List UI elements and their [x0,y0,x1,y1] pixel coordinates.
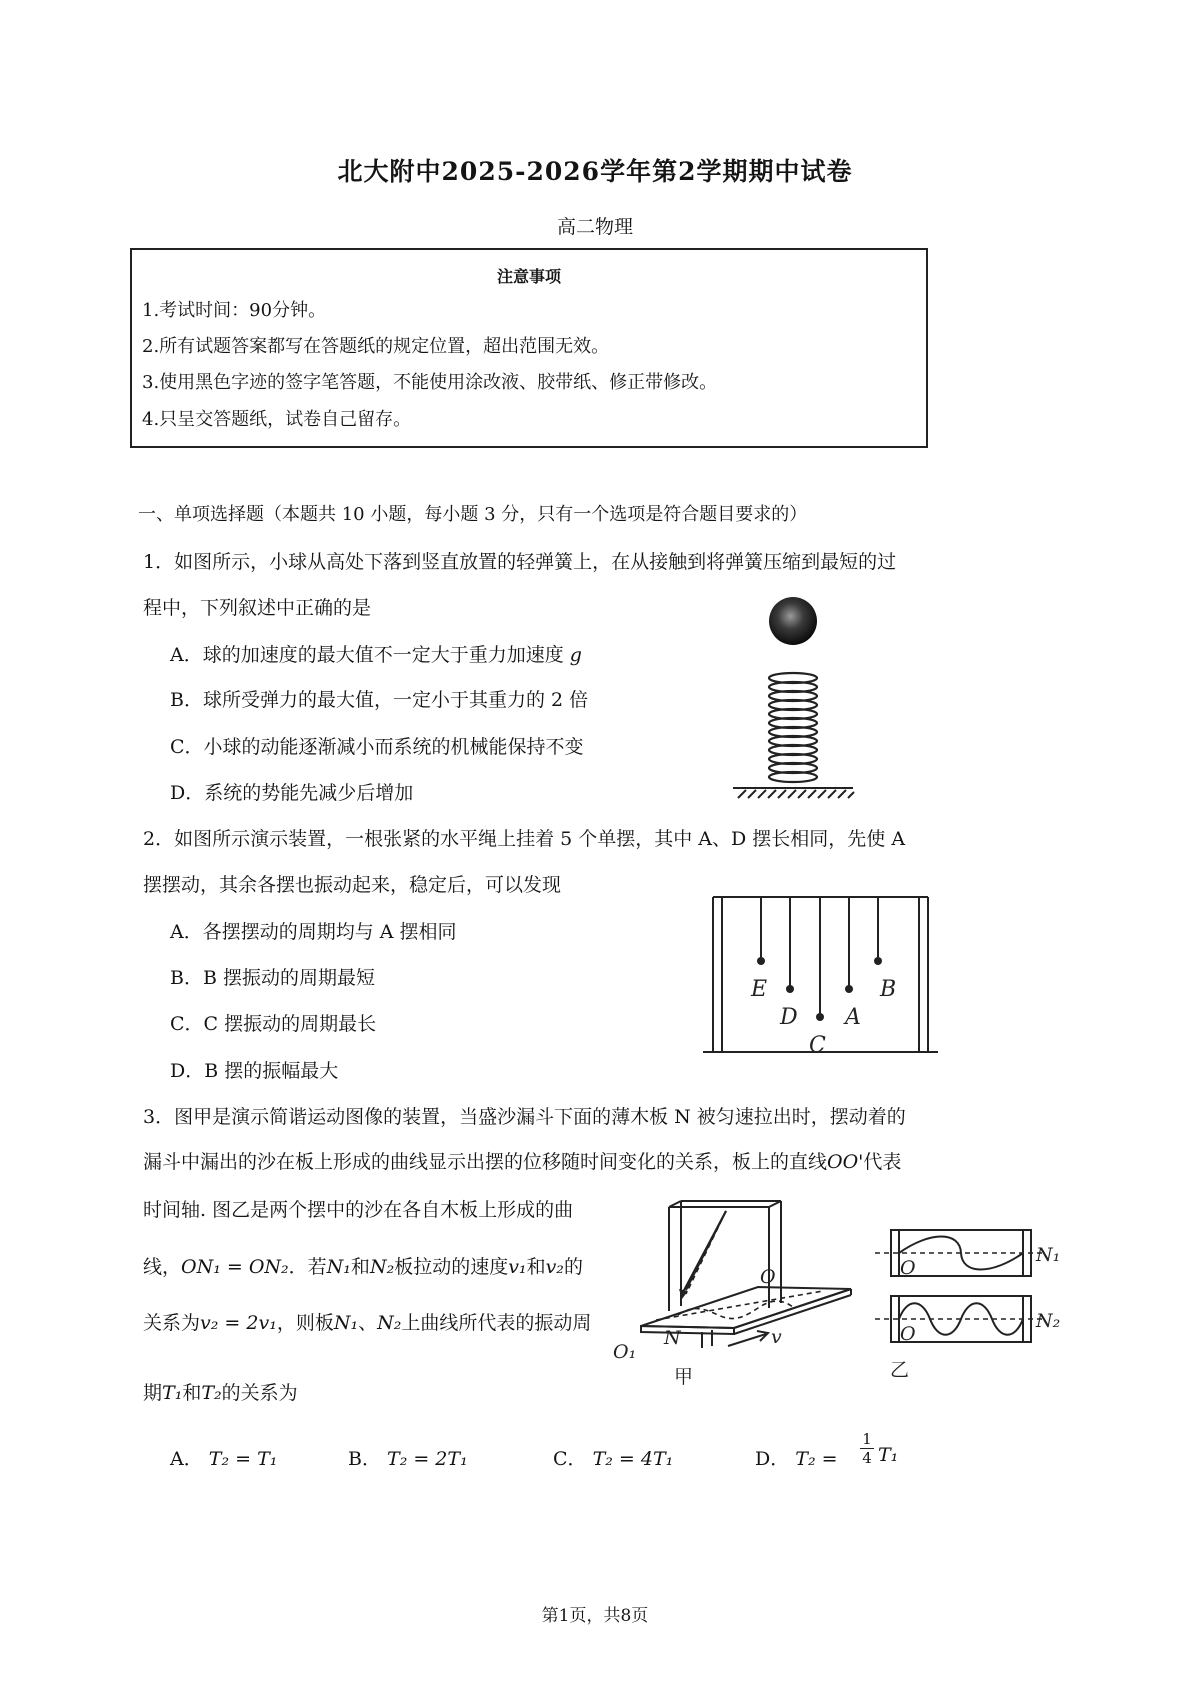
notice-item: 1.考试时间：90分钟。 [142,300,327,321]
notice-item: 4.只呈交答题纸，试卷自己留存。 [142,409,412,430]
q3-stem-line5 [143,1308,591,1335]
jia-caption: 甲 [674,1366,694,1385]
pendulum-a-bob [845,985,853,993]
pendulum-d-bob [786,985,794,993]
pendulum-c-bob [816,1013,824,1021]
q3-option-a-expr: T₂ = T₁ [208,1448,278,1470]
notice-item: 2.所有试题答案都写在答题纸的规定位置，超出范围无效。 [142,336,610,357]
q3-s6-t1: T₁ [162,1382,183,1404]
q3-option-c [553,1444,673,1471]
q1-stem-line2: 程中，下列叙述中正确的是 [143,597,372,619]
q3-s6-t2: T₂ [201,1382,222,1404]
jia-label-o1: O₁ [613,1341,637,1363]
notice-box [130,248,928,448]
q3-s4-n2: N₂ [369,1256,395,1278]
pendulum-b-bob [874,957,882,965]
q3-s4f: 的 [563,1256,583,1278]
q2-option-a: A．各摆摆动的周期均与 A 摆相同 [170,921,457,943]
q1-option-c: C．小球的动能逐渐减小而系统的机械能保持不变 [170,736,584,758]
label-d: D [780,1005,798,1030]
q3-s4-v1: v₁ [508,1256,527,1278]
q3-axis-symbol: OO' [827,1151,864,1173]
label-b: B [880,977,897,1002]
yi-label-o-top: O [900,1257,916,1279]
notice-title: 注意事项 [496,267,561,286]
pendulum-e-bob [757,957,765,965]
q3-s5b: ，则板 [276,1312,334,1334]
q3-stem-line2-text: 漏斗中漏出的沙在板上形成的曲线显示出摆的位移随时间变化的关系，板上的直线 [143,1151,828,1173]
q1-option-b: B．球所受弹力的最大值，一定小于其重力的 2 倍 [170,689,589,711]
jia-label-o: O [760,1266,776,1288]
yi-label-n2: N₂ [1036,1310,1061,1332]
jia-label-n: N [664,1327,681,1349]
q2-option-d: D．B 摆的振幅最大 [170,1060,339,1082]
q3-option-b-expr: T₂ = 2T₁ [387,1448,468,1470]
q3-s5-n1: N₁ [333,1312,359,1334]
q2-stem-line1: 2．如图所示演示装置，一根张紧的水平绳上挂着 5 个单摆，其中 A、D 摆长相同，先使 A [143,828,906,850]
q3-option-b-letter: B． [348,1448,381,1470]
q3-option-c-letter: C． [553,1448,587,1470]
q3-stem-line3: 时间轴. 图乙是两个摆中的沙在各自木板上形成的曲 [143,1199,574,1221]
q3-option-b [348,1444,468,1471]
fraction-numerator: 1 [862,1430,872,1448]
q3-s4-n1: N₁ [326,1256,351,1278]
q3-option-d-letter: D． [755,1448,790,1470]
q2-stem-line2: 摆摆动，其余各摆也振动起来，稳定后，可以发现 [143,874,562,896]
sand-pendulum-figure [608,1190,853,1385]
q3-s6b: 和 [182,1382,202,1404]
fraction [860,1430,874,1467]
q3-stem-line6 [143,1378,298,1405]
q3-s5-eq: v₂ = 2v₁ [200,1312,277,1334]
q3-s5-n2: N₂ [377,1312,402,1334]
ground-hatch-icon [733,788,854,798]
q3-s4-v2: v₂ [545,1256,564,1278]
jia-label-v: v [771,1326,782,1348]
q3-stem-line1: 3．图甲是演示简谐运动图像的装置，当盛沙漏斗下面的薄木板 N 被匀速拉出时，摆动着的 [143,1106,906,1128]
q1-option-d: D．系统的势能先减少后增加 [170,782,414,804]
fraction-denominator: 4 [860,1448,874,1467]
q3-s4d: 板拉动的速度 [394,1256,509,1278]
q1-option-a-text: A．球的加速度的最大值不一定大于重力加速度 [170,644,564,666]
q3-option-d-pre: T₂ = [795,1448,838,1470]
notice-item: 3.使用黑色字迹的签字笔答题，不能使用涂改液、胶带纸、修正带修改。 [142,372,718,393]
q3-s5c: 、 [358,1312,378,1334]
q3-stem-line4 [143,1252,583,1279]
q3-s6a: 期 [143,1382,163,1404]
q3-s4a: 线， [143,1256,182,1278]
q1-option-a-symbol: g [569,644,582,666]
q3-option-d-post: T₁ [878,1444,899,1466]
q3-s4b: ．若 [288,1256,327,1278]
q3-stem-line2-end: 代表 [863,1151,902,1173]
q2-option-b: B．B 摆振动的周期最短 [170,967,375,989]
q3-s6c: 的关系为 [221,1382,298,1404]
q3-s5d: 上曲线所代表的振动周 [401,1312,592,1334]
section-heading: 一、单项选择题（本题共 10 小题，每小题 3 分，只有一个选项是符合题目要求的） [138,504,808,525]
q3-option-c-expr: T₂ = 4T₁ [592,1448,674,1470]
yi-label-n1: N₁ [1036,1244,1061,1266]
q3-s4e: 和 [526,1256,546,1278]
page-title: 北大附中2025-2026学年第2学期期中试卷 [337,157,853,186]
page-subtitle: 高二物理 [556,216,633,238]
label-e: E [751,977,768,1002]
ball-icon [769,597,817,645]
q3-option-a [170,1444,277,1471]
yi-label-o-bottom: O [900,1323,916,1345]
q2-option-c: C．C 摆振动的周期最长 [170,1013,377,1035]
q3-s4-eq: ON₁ = ON₂ [181,1256,289,1278]
q3-option-d [755,1444,838,1471]
q3-stem-line2 [143,1147,901,1174]
sand-trace-figure [870,1225,1070,1385]
ball-spring-figure [730,595,880,815]
q1-option-a [170,640,582,667]
q1-stem-line1: 1．如图所示，小球从高处下落到竖直放置的轻弹簧上，在从接触到将弹簧压缩到最短的过 [143,551,897,573]
pendulum-figure [700,890,950,1060]
label-a: A [845,1005,861,1030]
label-c: C [809,1033,826,1058]
spring-icon [769,673,817,782]
q3-s4c: 和 [350,1256,370,1278]
page-number: 第1页，共8页 [541,1606,649,1626]
q3-option-a-letter: A． [170,1448,203,1470]
yi-caption: 乙 [890,1359,910,1381]
q3-s5a: 关系为 [143,1312,201,1334]
